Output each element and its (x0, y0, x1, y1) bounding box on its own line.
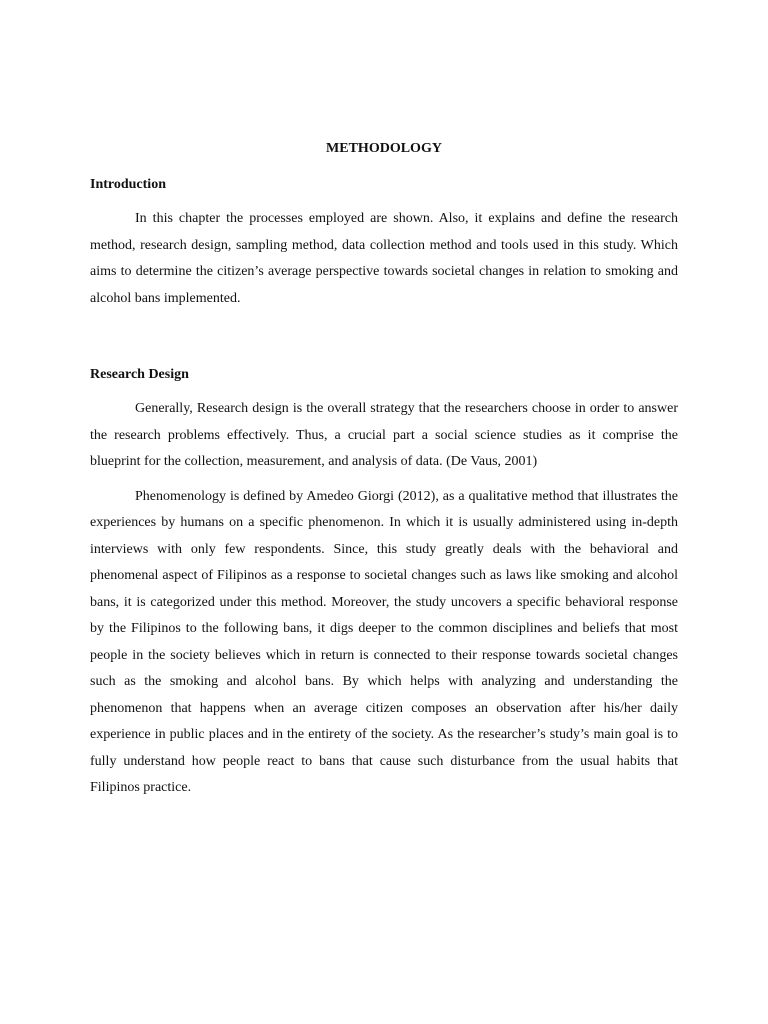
document-title: METHODOLOGY (326, 141, 442, 156)
section-spacer (90, 320, 678, 362)
document-page (90, 136, 678, 810)
section-heading-research-design: Research Design (90, 367, 189, 382)
section-heading-introduction: Introduction (90, 177, 166, 192)
introduction-paragraph: In this chapter the processes employed are shown. Also, it explains and define the research method, research design, sampling method, data collection method and tools used in this study. Which aims to determine the citizen’s average perspective towards societal changes in relation to smoking and alcohol bans implemented. (90, 211, 678, 306)
research-design-paragraph-1: Generally, Research design is the overall strategy that the researchers choose in order to answer the research problems effectively. Thus, a crucial part a social science studies as it comprise the blueprint for the collection, measurement, and analysis of data. (De Vaus, 2001) (90, 401, 678, 469)
research-design-paragraph-2: Phenomenology is defined by Amedeo Giorgi (2012), as a qualitative method that illustrates the experiences by humans on a specific phenomenon. In which it is usually administered using in-depth interviews with only few respondents. Since, this study greatly deals with the behavioral and phenomenal aspect of Filipinos as a response to societal changes such as laws like smoking and alcohol bans, it is categorized under this method. Moreover, the study uncovers a specific behavioral response by the Filipinos to the following bans, it digs deeper to the common disciplines and beliefs that most people in the society believes which in return is connected to their response towards societal changes such as the smoking and alcohol bans. By which helps with analyzing and understanding the phenomenon that happens when an average citizen composes an observation after his/her daily experience in public places and in the entirety of the society. As the researcher’s study’s main goal is to fully understand how people react to bans that cause such disturbance from the usual habits that Filipinos practice. (90, 488, 678, 795)
